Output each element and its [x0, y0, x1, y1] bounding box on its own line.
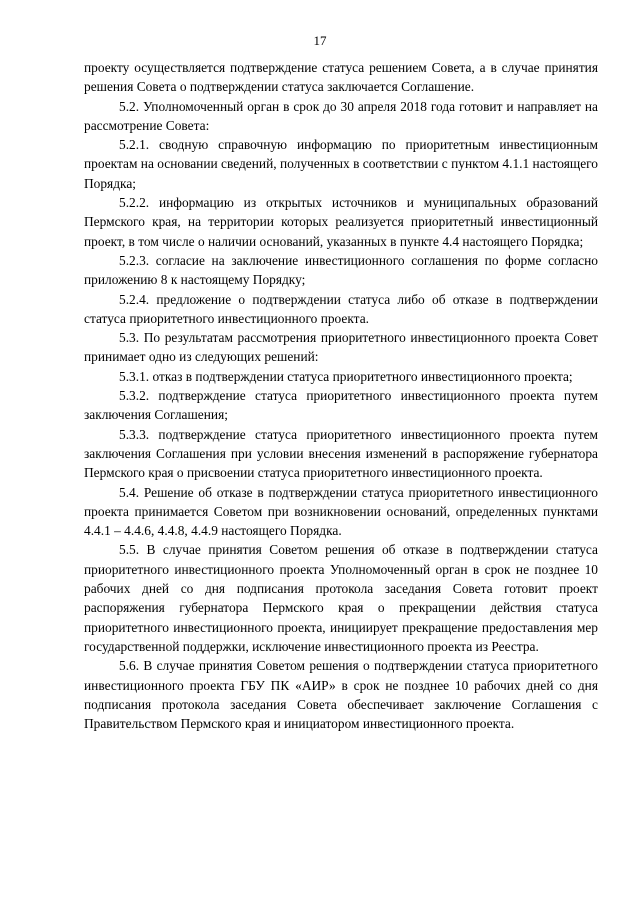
paragraph-5-3-2: 5.3.2. подтверждение статуса приоритетного инвестиционного проекта путем заключения Соглашения; [84, 388, 598, 423]
paragraph-5-2-1: 5.2.1. сводную справочную информацию по приоритетным инвестиционным проектам на основании сведений, полученных в соответствии с пунктом 4.1.1 настоящего Порядка; [84, 137, 598, 191]
paragraph-5-3-1: 5.3.1. отказ в подтверждении статуса приоритетного инвестиционного проекта; [119, 368, 573, 384]
page-number: 17 [313, 33, 327, 48]
paragraph-continuation: проекту осуществляется подтверждение статуса решением Совета, а в случае принятия решения Совета о подтверждении статуса заключается Соглашение. [84, 60, 598, 95]
paragraph-5-5: 5.5. В случае принятия Советом решения об отказе в подтверждении статуса приоритетного инвестиционного проекта Уполномоченный орган в срок не позднее 10 рабочих дней со дня подписания протокола заседания Совета готовит проект распоряжения губернатора Пермского края о прекращении действия статуса приоритетного инвестиционного проекта, инициирует прекращение предоставления мер государственной поддержки, исключение инвестиционного проекта из Реестра. [84, 542, 598, 654]
paragraph-5-4: 5.4. Решение об отказе в подтверждении статуса приоритетного инвестиционного проекта принимается Советом при возникновении оснований, определенных пунктами 4.4.1 – 4.4.6, 4.4.8, 4.4.9 настоящего Порядка. [84, 484, 598, 539]
paragraph-5-2-4: 5.2.4. предложение о подтверждении статуса либо об отказе в подтверждении статуса приоритетного инвестиционного проекта. [84, 291, 598, 326]
document-body [84, 58, 598, 733]
paragraph-5-3: 5.3. По результатам рассмотрения приоритетного инвестиционного проекта Совет принимает одно из следующих решений: [84, 330, 598, 365]
paragraph-5-2-2: 5.2.2. информацию из открытых источников и муниципальных образований Пермского края, на территории которых реализуется приоритетный инвестиционный проект, в том числе о наличии оснований, указанных в пункте 4.4 настоящего Порядка; [84, 195, 598, 249]
paragraph-5-3-3: 5.3.3. подтверждение статуса приоритетного инвестиционного проекта путем заключения Соглашения при условии внесения изменений в распоряжение губернатора Пермского края о присвоении статуса приоритетного инвестиционного проекта. [84, 426, 598, 481]
paragraph-5-2: 5.2. Уполномоченный орган в срок до 30 апреля 2018 года готовит и направляет на рассмотрение Совета: [84, 98, 598, 133]
paragraph-5-2-3: 5.2.3. согласие на заключение инвестиционного соглашения по форме согласно приложению 8 к настоящему Порядку; [84, 252, 598, 288]
paragraph-5-6: 5.6. В случае принятия Советом решения о подтверждении статуса приоритетного инвестиционного проекта ГБУ ПК «АИР» в срок не позднее 10 рабочих дней со дня подписания протокола заседания Совета обеспечивает заключение Соглашения с Правительством Пермского края и инициатором инвестиционного проекта. [84, 658, 598, 732]
